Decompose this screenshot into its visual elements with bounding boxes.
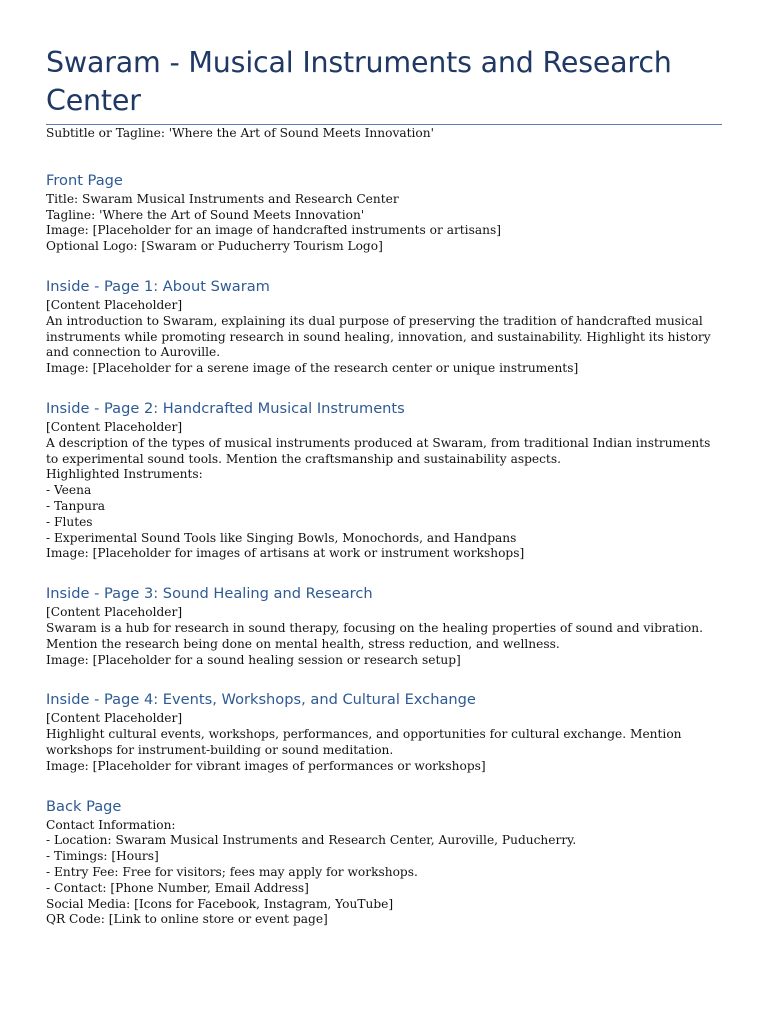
section: [46, 172, 722, 255]
section-line: - Flutes: [46, 514, 93, 529]
document-title: Swaram - Musical Instruments and Research Center: [46, 46, 672, 117]
section-heading-wrap: [46, 798, 722, 818]
section-line: - Experimental Sound Tools like Singing Bowls, Monochords, and Handpans: [46, 530, 517, 545]
section: [46, 798, 722, 929]
section-line: Social Media: [Icons for Facebook, Instagram, YouTube]: [46, 896, 394, 911]
section-heading: Inside - Page 4: Events, Workshops, and Cultural Exchange: [46, 691, 476, 709]
section-line: [Content Placeholder]: [46, 297, 183, 312]
document-page: [46, 44, 722, 928]
section-line: Image: [Placeholder for vibrant images of performances or workshops]: [46, 758, 486, 773]
section-line: Contact Information:: [46, 817, 176, 832]
document-sections: [46, 172, 722, 928]
section-heading: Back Page: [46, 797, 122, 815]
section-line: Highlight cultural events, workshops, performances, and opportunities for cultural exchange. Mention workshops for instrument-building or sound meditation.: [46, 727, 686, 757]
section-heading: Inside - Page 2: Handcrafted Musical Instruments: [46, 399, 405, 417]
section-line: Image: [Placeholder for a sound healing session or research setup]: [46, 652, 461, 667]
section-line: [Content Placeholder]: [46, 711, 183, 726]
section-heading-wrap: [46, 172, 722, 192]
section: [46, 691, 722, 774]
section-heading-wrap: [46, 585, 722, 605]
section-line: A description of the types of musical instruments produced at Swaram, from traditional Indian instruments to experimental sound tools. Mention the craftsmanship and sustainability aspects.: [46, 435, 715, 466]
section-line: - Contact: [Phone Number, Email Address]: [46, 880, 309, 895]
section-heading: Inside - Page 1: About Swaram: [46, 277, 270, 295]
section-line: - Timings: [Hours]: [46, 849, 159, 864]
section-line: Tagline: 'Where the Art of Sound Meets Innovation': [46, 207, 365, 222]
section-line: An introduction to Swaram, explaining its dual purpose of preserving the tradition of handcrafted musical instruments while promoting research in sound healing, innovation, and sustainability. Highlight its history and connection to Auroville.: [46, 313, 715, 360]
section-line: - Location: Swaram Musical Instruments and Research Center, Auroville, Puducherry.: [46, 833, 577, 848]
section-line: Highlighted Instruments:: [46, 467, 203, 482]
section-line: Image: [Placeholder for images of artisans at work or instrument workshops]: [46, 546, 525, 561]
section-line: Optional Logo: [Swaram or Puducherry Tourism Logo]: [46, 239, 383, 254]
section-line: - Veena: [46, 483, 92, 498]
section-line: - Entry Fee: Free for visitors; fees may apply for workshops.: [46, 864, 418, 879]
section-heading-wrap: [46, 278, 722, 298]
section-line: Image: [Placeholder for an image of handcrafted instruments or artisans]: [46, 223, 501, 238]
section: [46, 400, 722, 562]
section-heading-wrap: [46, 400, 722, 420]
section-line: [Content Placeholder]: [46, 605, 183, 620]
section: [46, 585, 722, 668]
section-line: Title: Swaram Musical Instruments and Research Center: [46, 191, 399, 206]
section-heading-wrap: [46, 691, 722, 711]
section-line: QR Code: [Link to online store or event page]: [46, 912, 328, 927]
section-line: [Content Placeholder]: [46, 419, 183, 434]
section-line: - Tanpura: [46, 498, 106, 513]
document-subtitle: Subtitle or Tagline: 'Where the Art of Sound Meets Innovation': [46, 126, 434, 140]
section-line: Image: [Placeholder for a serene image of the research center or unique instruments]: [46, 361, 579, 376]
section: [46, 278, 722, 377]
section-heading: Front Page: [46, 171, 123, 189]
title-underline: [46, 124, 722, 125]
section-line: Swaram is a hub for research in sound therapy, focusing on the healing properties of sound and vibration. Mention the research being done on mental health, stress reduction, and wellness.: [46, 620, 707, 651]
section-heading: Inside - Page 3: Sound Healing and Research: [46, 585, 373, 603]
